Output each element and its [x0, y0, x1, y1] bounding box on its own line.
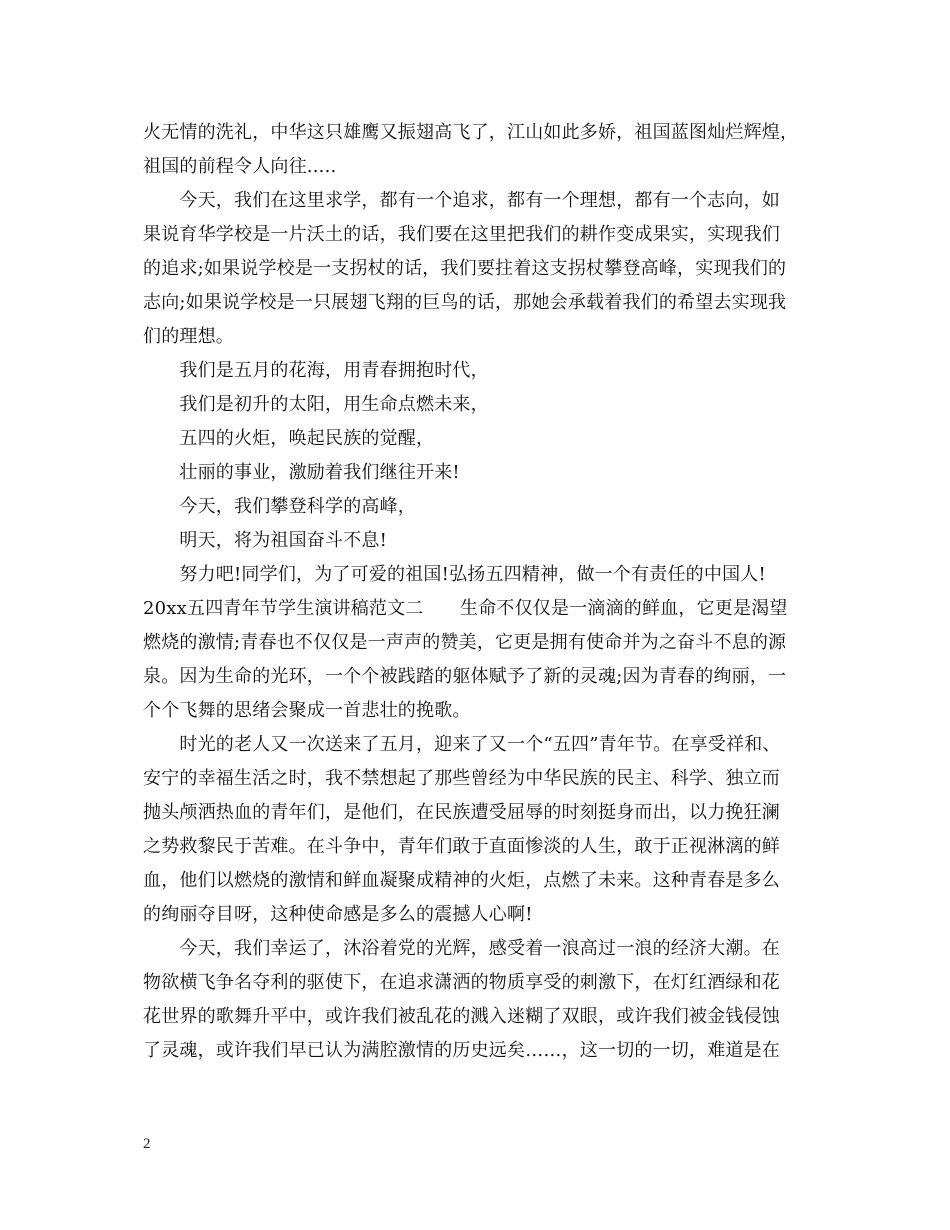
section-heading-line: 20xx五四青年节学生演讲稿范文二 生命不仅仅是一滴滴的鲜血，它更是渴望 — [143, 598, 788, 619]
text-line: 们的理想。 — [143, 326, 234, 347]
poem-line: 五四的火炬，唤起民族的觉醒， — [143, 428, 435, 449]
text-line: 之势救黎民于苦难。在斗争中，青年们敢于直面惨淡的人生，敢于正视淋漓的鲜 — [143, 836, 780, 857]
poem-line: 我们是初升的太阳，用生命点燃未来， — [143, 394, 489, 415]
text-line: 的绚丽夺目呀，这种使命感是多么的震撼人心啊! — [143, 904, 533, 925]
text-line: 个个飞舞的思绪会聚成一首悲壮的挽歌。 — [143, 700, 471, 721]
poem-line: 今天，我们攀登科学的高峰， — [143, 496, 416, 517]
text-line: 今天，我们在这里求学，都有一个追求，都有一个理想，都有一个志向，如 — [143, 190, 780, 211]
text-line: 努力吧!同学们，为了可爱的祖国!弘扬五四精神，做一个有责任的中国人! — [143, 564, 766, 585]
text-line: 志向;如果说学校是一只展翅飞翔的巨鸟的话，那她会承载着我们的希望去实现我 — [143, 292, 787, 313]
text-line: 血，他们以燃烧的激情和鲜血凝聚成精神的火炬，点燃了未来。这种青春是多么 — [143, 870, 780, 891]
poem-line: 明天，将为祖国奋斗不息! — [143, 530, 388, 551]
text-line: 时光的老人又一次送来了五月，迎来了又一个“五四”青年节。在享受祥和、 — [143, 734, 781, 755]
poem-line: 我们是五月的花海，用青春拥抱时代， — [143, 360, 489, 381]
text-line: 今天，我们幸运了，沐浴着党的光辉，感受着一浪高过一浪的经济大潮。在 — [143, 938, 780, 959]
text-line: 果说育华学校是一片沃土的话，我们要在这里把我们的耕作变成果实，实现我们 — [143, 224, 780, 245]
text-line: 泉。因为生命的光环，一个个被践踏的躯体赋予了新的灵魂;因为青春的绚丽，一 — [143, 666, 787, 687]
text-line: 祖国的前程令人向往..... — [143, 156, 337, 177]
poem-line: 壮丽的事业，激励着我们继往开来! — [143, 462, 460, 483]
page-number: 2 — [143, 1136, 151, 1152]
text-line: 抛头颅洒热血的青年们，是他们，在民族遭受屈辱的时刻挺身而出，以力挽狂澜 — [143, 802, 780, 823]
text-line: 物欲横飞争名夺利的驱使下，在追求潇洒的物质享受的刺激下，在灯红酒绿和花 — [143, 972, 780, 993]
text-line: 了灵魂，或许我们早已认为满腔激情的历史远矣……，这一切的一切，难道是在 — [143, 1040, 780, 1061]
text-line: 燃烧的激情;青春也不仅仅是一声声的赞美，它更是拥有使命并为之奋斗不息的源 — [143, 632, 787, 653]
text-line: 安宁的幸福生活之时，我不禁想起了那些曾经为中华民族的民主、科学、独立而 — [143, 768, 780, 789]
text-line: 火无情的洗礼，中华这只雄鹰又振翅高飞了，江山如此多娇，祖国蓝图灿烂辉煌， — [143, 122, 799, 143]
text-line: 的追求;如果说学校是一支拐杖的话，我们要拄着这支拐杖攀登高峰，实现我们的 — [143, 258, 787, 279]
text-line: 花世界的歌舞升平中，或许我们被乱花的溅入迷糊了双眼，或许我们被金钱侵蚀 — [143, 1006, 780, 1027]
